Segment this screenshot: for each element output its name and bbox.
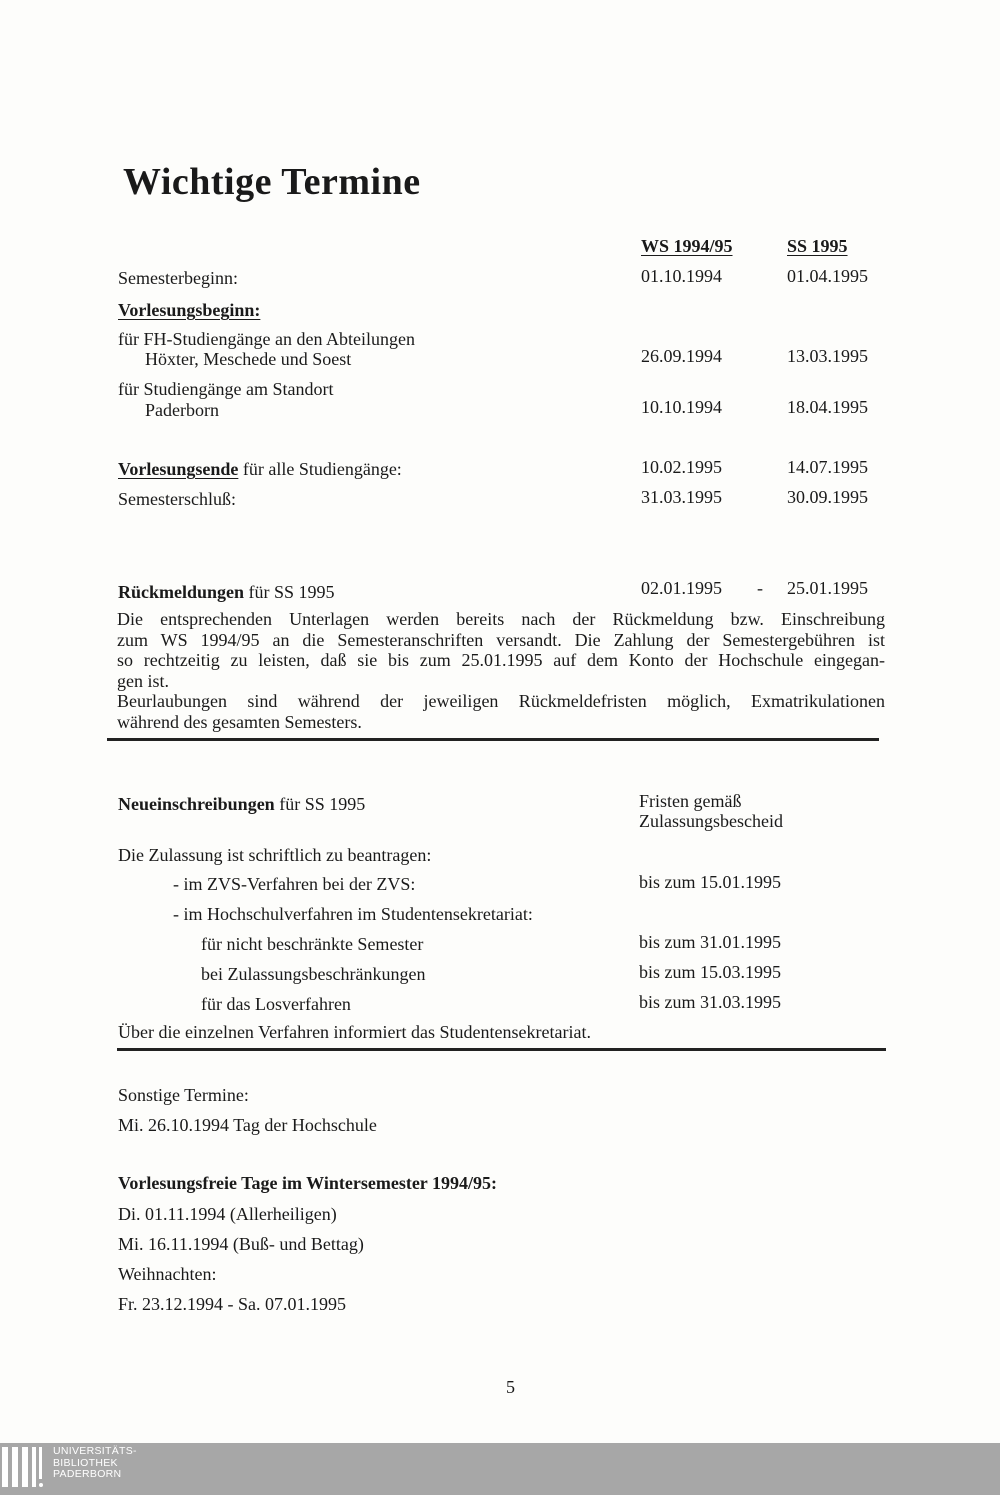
page-number: 5 [506,1377,515,1397]
section-divider [117,1048,886,1051]
verfahren-closing: Über die einzelnen Verfahren informiert das Studentensekretariat. [118,1022,591,1042]
fristen-line2: Zulassungsbescheid [639,811,783,831]
rueckmeldungen-paragraph [117,609,885,732]
ws-column-header: WS 1994/95 [641,236,733,256]
fh-line1: für FH-Studiengänge an den Abteilungen [118,329,415,349]
semesterbeginn-label: Semesterbeginn: [118,268,238,288]
neueinschreibungen-heading [118,794,365,814]
paragraph-line: so rechtzeitig zu leisten, daß sie bis zum 25.01.1995 auf dem Konto der Hochschule eingegan- [117,650,885,670]
verfahren-item-label: für das Losverfahren [201,994,351,1014]
rueckmeldungen-heading [118,582,335,602]
rueckmeldungen-to: 25.01.1995 [787,578,868,598]
vorlesungsende-label: Vorlesungsende [118,459,239,479]
library-name-line: PADERBORN [53,1468,122,1480]
pb-line1: für Studiengänge am Standort [118,379,334,399]
fh-ss-date: 13.03.1995 [787,346,868,366]
vorlesungsende-ws: 10.02.1995 [641,457,722,477]
rueckmeldungen-from: 02.01.1995 [641,578,722,598]
library-logo [0,1447,45,1491]
vorlesungsfrei-line: Di. 01.11.1994 (Allerheiligen) [118,1204,337,1224]
semesterschluss-ss: 30.09.1995 [787,487,868,507]
fh-line2: Höxter, Meschede und Soest [145,349,352,369]
vorlesungsfrei-line: Fr. 23.12.1994 - Sa. 07.01.1995 [118,1294,347,1314]
fh-ws-date: 26.09.1994 [641,346,722,366]
paragraph-line: zum WS 1994/95 an die Semesteranschriften versandt. Die Zahlung der Semestergebühren ist [117,629,885,650]
paragraph-line: Die entsprechenden Unterlagen werden bereits nach der Rückmeldung bzw. Einschreibung [117,609,885,629]
page-title: Wichtige Termine [123,161,421,203]
rueckmeldungen-suffix: für SS 1995 [244,582,335,602]
verfahren-item-label: bei Zulassungsbeschränkungen [201,964,426,984]
verfahren-item-date: bis zum 31.01.1995 [639,932,781,952]
semesterbeginn-ws: 01.10.1994 [641,266,722,286]
semesterschluss-ws: 31.03.1995 [641,487,722,507]
vorlesungsfrei-line: Mi. 16.11.1994 (Buß- und Bettag) [118,1234,364,1254]
ss-column-header: SS 1995 [787,236,848,256]
vorlesungsende-row [118,459,402,479]
paragraph-line: Beurlaubungen sind während der jeweiligen Rückmeldefristen möglich, Exmatrikulationen [117,691,885,711]
pb-ws-date: 10.10.1994 [641,397,722,417]
semesterschluss-label: Semesterschluß: [118,489,236,509]
vorlesungsende-suffix: für alle Studiengänge: [238,459,402,479]
verfahren-item-date: bis zum 15.03.1995 [639,962,781,982]
paragraph-line: während des gesamten Semesters. [117,711,362,732]
vorlesungsbeginn-label: Vorlesungsbeginn: [118,300,261,320]
hochschul-label: - im Hochschulverfahren im Studentensekretariat: [173,904,533,924]
semesterbeginn-ss: 01.04.1995 [787,266,868,286]
vorlesungsfrei-line: Weihnachten: [118,1264,217,1284]
zvs-date: bis zum 15.01.1995 [639,872,781,892]
zvs-label: - im ZVS-Verfahren bei der ZVS: [173,874,416,894]
vorlesungsfrei-heading: Vorlesungsfreie Tage im Wintersemester 1994/95: [118,1173,497,1193]
neueinschreibungen-suffix: für SS 1995 [274,794,366,814]
sonstige-label: Sonstige Termine: [118,1085,249,1105]
rueckmeldungen-dash: - [757,578,763,598]
verfahren-item-date: bis zum 31.03.1995 [639,992,781,1012]
library-name [53,1446,137,1481]
zulassung-intro: Die Zulassung ist schriftlich zu beantragen: [118,845,432,865]
pb-line2: Paderborn [145,400,219,420]
vorlesungsende-ss: 14.07.1995 [787,457,868,477]
rueckmeldungen-label: Rückmeldungen [118,582,245,602]
section-divider [107,738,879,741]
paragraph-line: gen ist. [117,670,169,691]
hochschultag-line: Mi. 26.10.1994 Tag der Hochschule [118,1115,377,1135]
fristen-line1: Fristen gemäß [639,791,742,811]
library-name-line: UNIVERSITÄTS- [53,1445,137,1457]
library-footer [0,1443,1000,1495]
verfahren-item-label: für nicht beschränkte Semester [201,934,424,954]
library-name-line: BIBLIOTHEK [53,1456,118,1469]
pb-ss-date: 18.04.1995 [787,397,868,417]
neueinschreibungen-label: Neueinschreibungen [118,794,275,814]
